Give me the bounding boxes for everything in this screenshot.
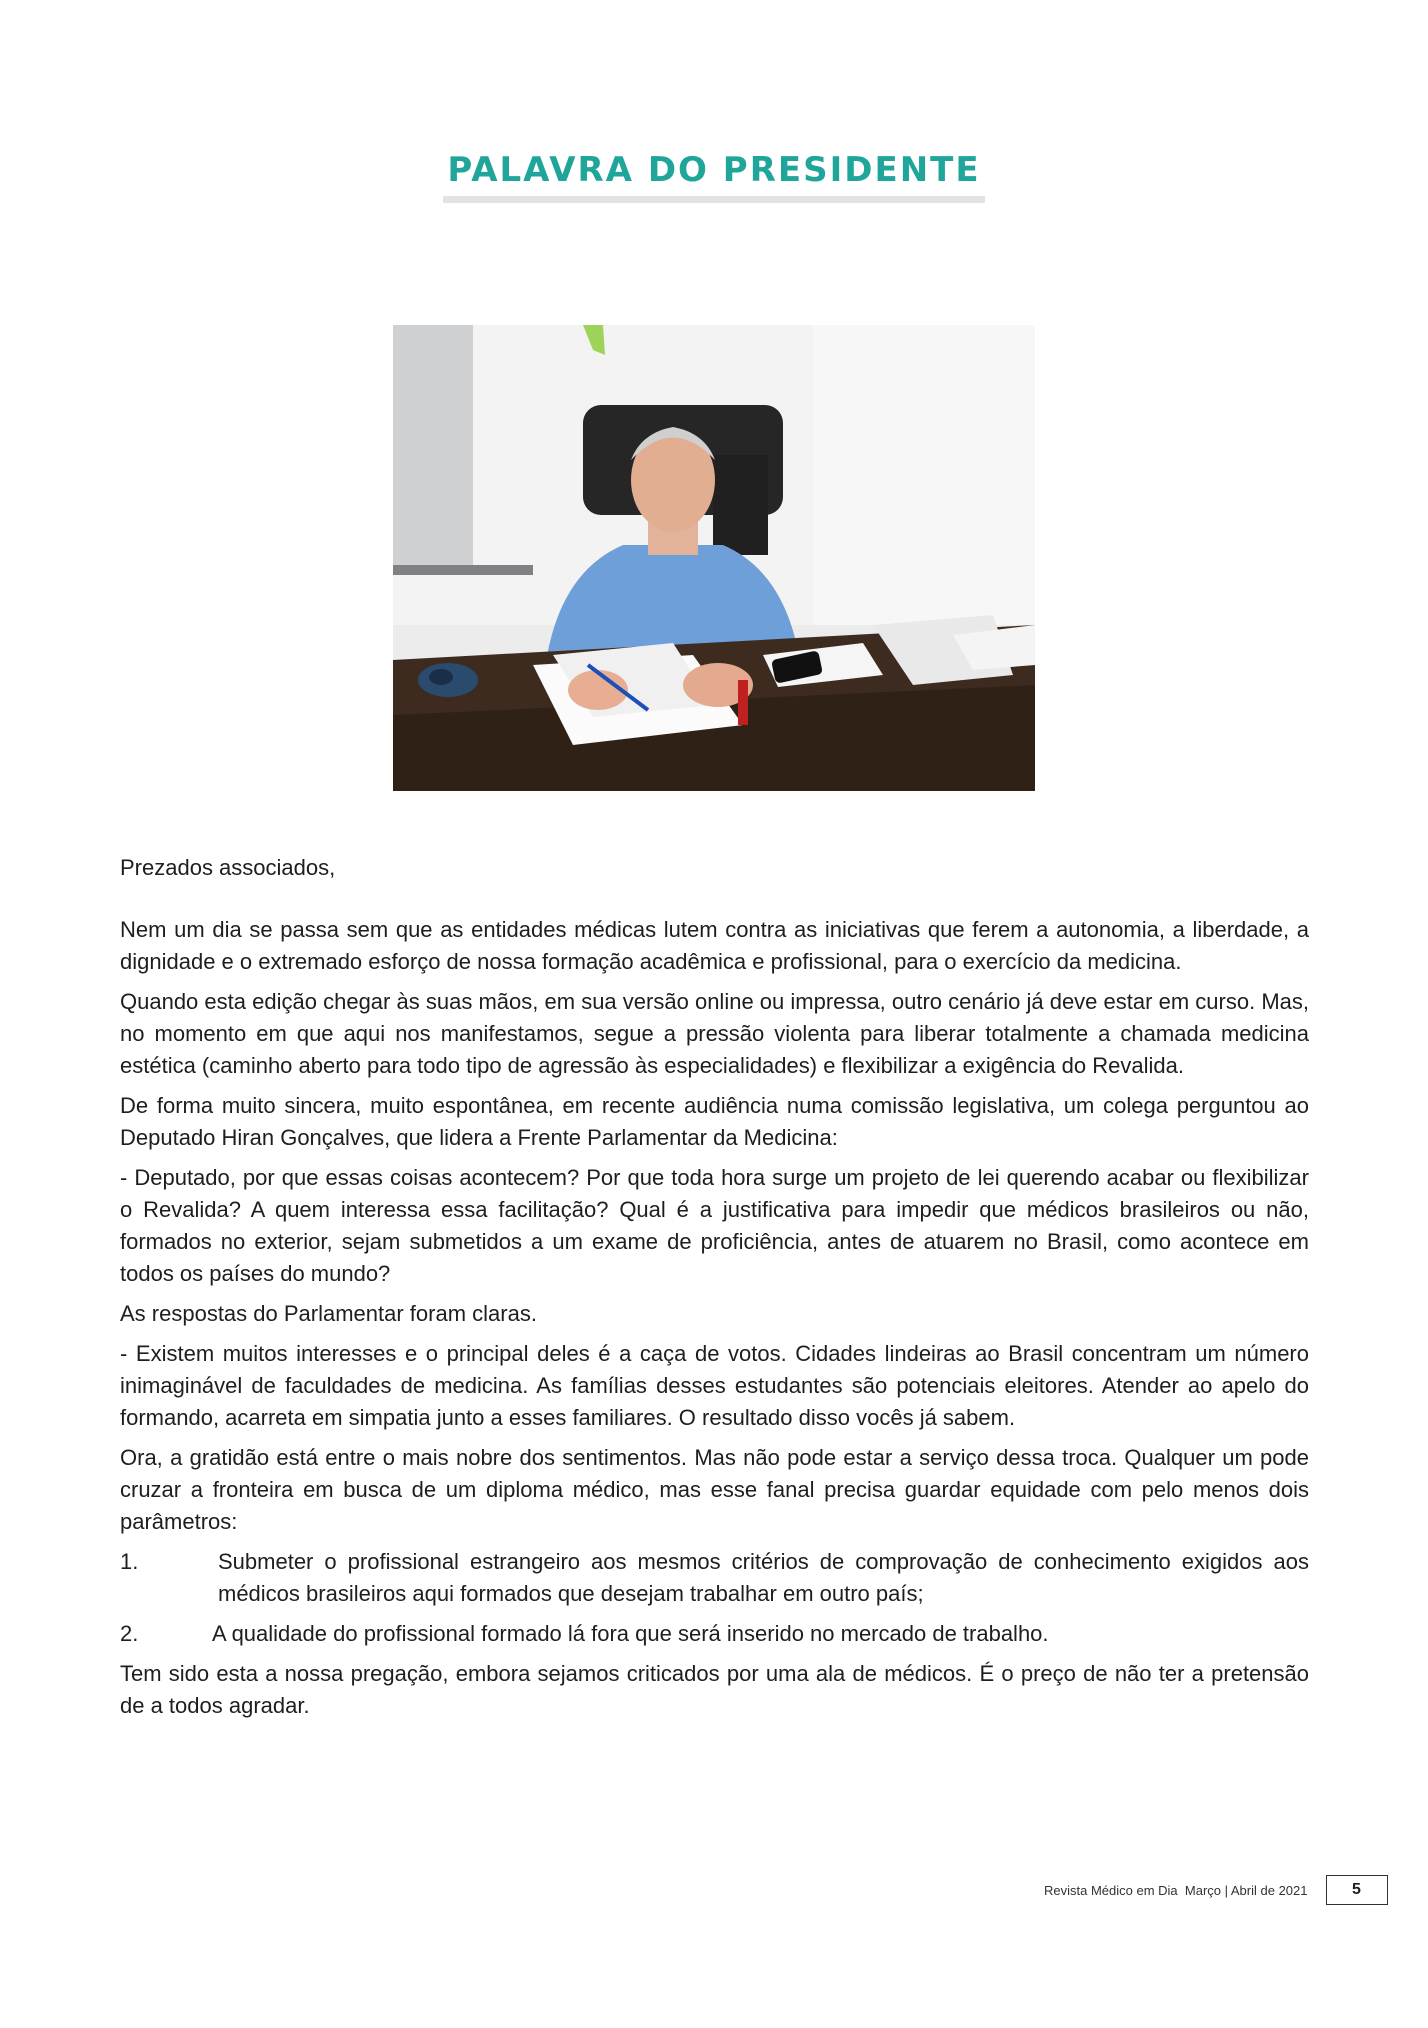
list-item [120, 1618, 1309, 1650]
page-footer [1044, 1872, 1388, 1908]
list-item-number: 2. [120, 1621, 139, 1646]
paragraph-7: Ora, a gratidão está entre o mais nobre dos sentimentos. Mas não pode estar a serviço dessa troca. Qualquer um pode cruzar a fronteira em busca de um diploma médico, mas esse fanal precisa guardar equidade com pelo menos dois parâmetros: [120, 1445, 1309, 1534]
paragraph-2: Quando esta edição chegar às suas mãos, em sua versão online ou impressa, outro cenário já deve estar em curso. Mas, no momento em que aqui nos manifestamos, segue a pressão violenta para liberar totalmente a chamada medicina estética (caminho aberto para todo tipo de agressão às especialidades) e flexibilizar a exigência do Revalida. [120, 989, 1309, 1078]
list-item-text: Submeter o profissional estrangeiro aos mesmos critérios de comprovação de conhecimento exigidos aos médicos brasileiros aqui formados que desejam trabalhar em outro país; [218, 1549, 1309, 1606]
list-item-number: 1. [120, 1549, 139, 1574]
page-title: PALAVRA DO PRESIDENTE [443, 150, 984, 203]
paragraph-6: - Existem muitos interesses e o principal deles é a caça de votos. Cidades lindeiras ao Brasil concentram um número inimaginável de faculdades de medicina. As famílias desses estudantes são potenciais eleitores. Atender ao apelo do formando, acarreta em simpatia junto a esses familiares. O resultado disso vocês já sabem. [120, 1341, 1309, 1430]
paragraph-1: Nem um dia se passa sem que as entidades médicas lutem contra as iniciativas que ferem a autonomia, a liberdade, a dignidade e o extremado esforço de nossa formação acadêmica e profissional, para o exercício da medicina. [120, 917, 1309, 974]
greeting: Prezados associados, [120, 855, 336, 880]
footer-label: Revista Médico em Dia Março | Abril de 2021 [1044, 1882, 1308, 1898]
paragraph-3: De forma muito sincera, muito espontânea, em recente audiência numa comissão legislativa, um colega perguntou ao Deputado Hiran Gonçalves, que lidera a Frente Parlamentar da Medicina: [120, 1093, 1309, 1150]
list-item-text: A qualidade do profissional formado lá fora que será inserido no mercado de trabalho. [212, 1621, 1049, 1646]
paragraph-4: - Deputado, por que essas coisas acontecem? Por que toda hora surge um projeto de lei querendo acabar ou flexibilizar o Revalida? A quem interessa essa facilitação? Qual é a justificativa para impedir que médicos brasileiros ou não, formados no exterior, sejam submetidos a um exame de proficiência, antes de atuarem no Brasil, como acontece em todos os países do mundo? [120, 1165, 1309, 1286]
list-item [120, 1546, 1309, 1610]
paragraph-5: As respostas do Parlamentar foram claras. [120, 1301, 537, 1326]
letter-body [120, 852, 1309, 1730]
title-wrap [0, 150, 1428, 203]
paragraph-8: Tem sido esta a nossa pregação, embora sejamos criticados por uma ala de médicos. É o preço de não ter a pretensão de a todos agradar. [120, 1661, 1309, 1718]
page-number: 5 [1326, 1875, 1388, 1905]
president-desk-photo [393, 325, 1035, 791]
